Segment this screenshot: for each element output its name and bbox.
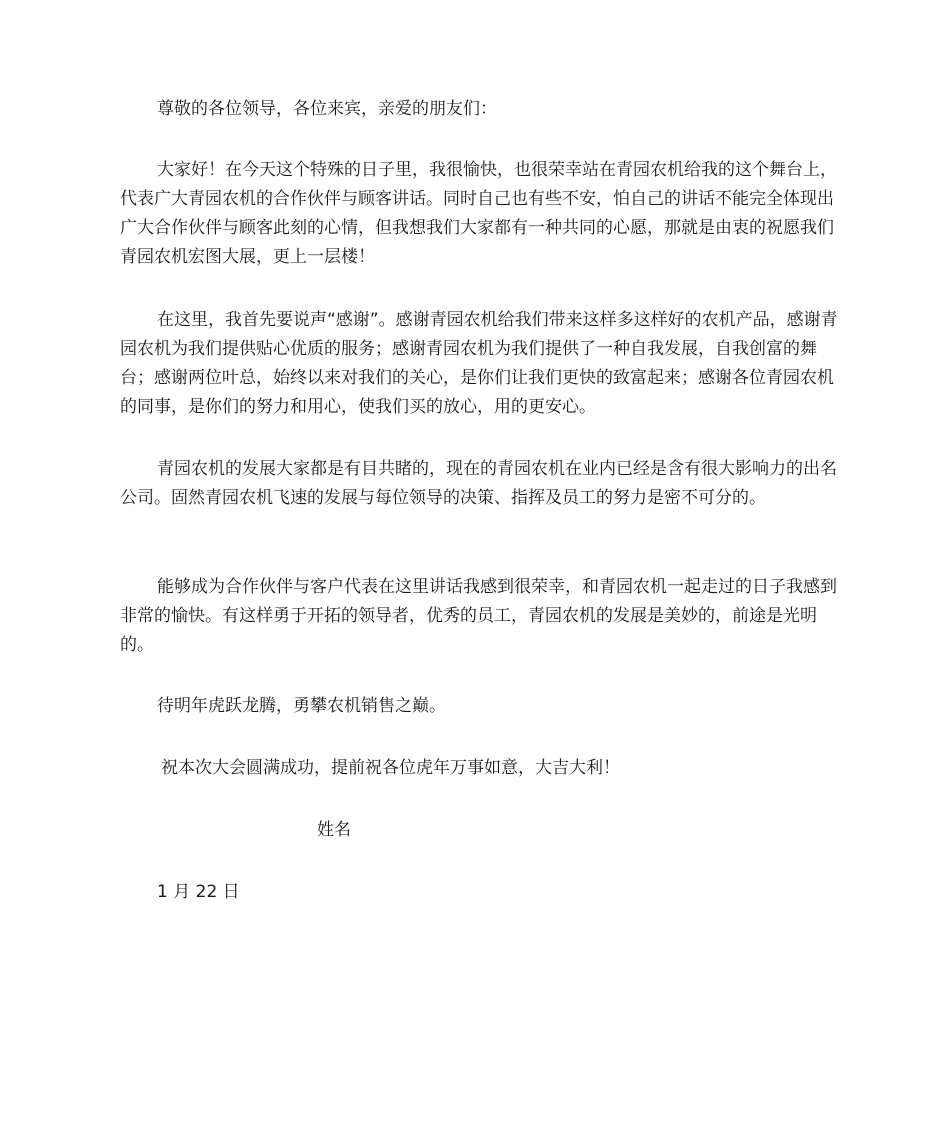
paragraph-honor: 能够成为合作伙伴与客户代表在这里讲话我感到很荣幸，和青园农机一起走过的日子我感到非常的愉快。有这样勇于开拓的领导者，优秀的员工，青园农机的发展是美妙的，前途是光明的。 (120, 577, 837, 655)
paragraph-greeting: 大家好！在今天这个特殊的日子里，我很愉快，也很荣幸站在青园农机给我的这个舞台上，代表广大青园农机的合作伙伴与顾客讲话。同时自己也有些不安，怕自己的讲话不能完全体现出广大合作伙伴与顾客此刻的心情，但我想我们大家都有一种共同的心愿，那就是由衷的祝愿我们青园农机宏图大展，更上一层楼！ (120, 160, 837, 267)
signature-name: 姓名 (317, 820, 351, 840)
paragraph-development: 青园农机的发展大家都是有目共睹的，现在的青园农机在业内已经是含有很大影响力的出名公司。固然青园农机飞速的发展与每位领导的决策、指挥及员工的努力是密不可分的。 (120, 459, 837, 508)
salutation: 尊敬的各位领导，各位来宾，亲爱的朋友们： (157, 99, 497, 119)
blessing-line: 祝本次大会圆满成功，提前祝各位虎年万事如意，大吉大利！ (161, 758, 620, 778)
paragraph-thanks: 在这里，我首先要说声“感谢”。感谢青园农机给我们带来这样多这样好的农机产品，感谢青园农机为我们提供贴心优质的服务；感谢青园农机为我们提供了一种自我发展，自我创富的舞台；感谢两位叶总，始终以来对我们的关心，是你们让我们更快的致富起来；感谢各位青园农机的同事，是你们的努力和用心，使我们买的放心，用的更安心。 (120, 310, 838, 417)
wish-line: 待明年虎跃龙腾，勇攀农机销售之巅。 (157, 696, 446, 716)
letter-date: 1 月 22 日 (157, 882, 240, 902)
